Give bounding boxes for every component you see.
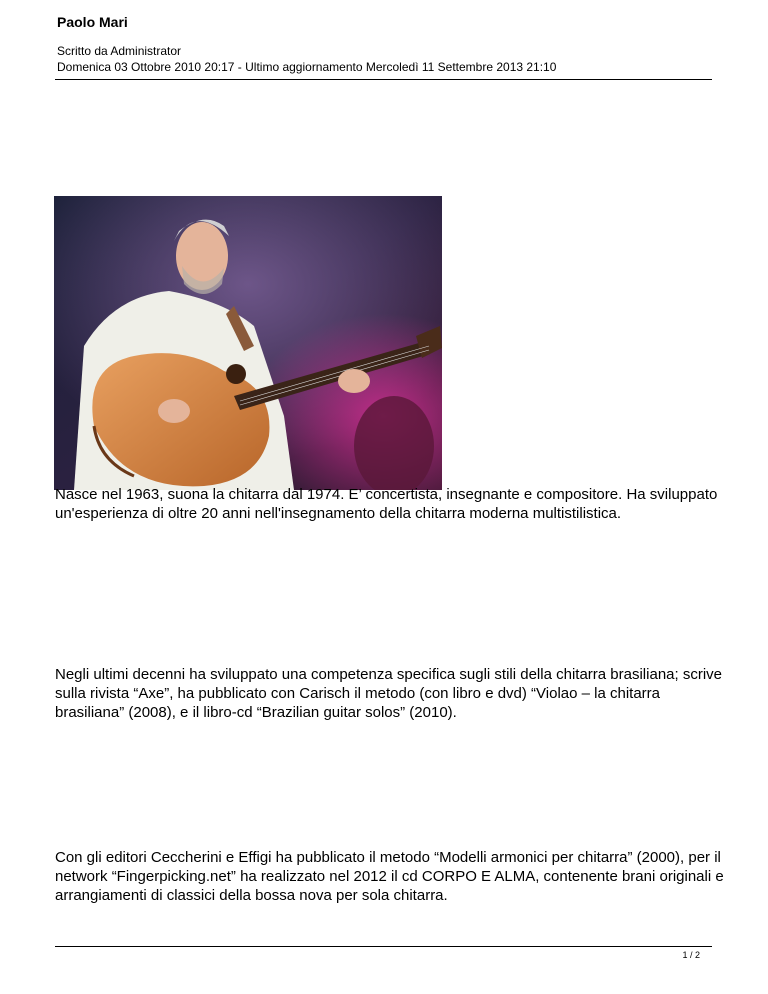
page-title: Paolo Mari [57,14,128,30]
bio-paragraph-2: Negli ultimi decenni ha sviluppato una competenza specifica sugli stili della chitarra brasiliana; scrive sulla rivista “Axe”, ha pubblicato con Carisch il metodo (con libro e dvd) “Violao – la chitarra brasiliana” (2008), e il libro-cd “Brazilian guitar solos” (2010). [55,666,723,721]
guitarist-photo [54,196,442,490]
footer-divider [55,946,712,947]
bio-paragraph-1: Nasce nel 1963, suona la chitarra dal 1974. E’ concertista, insegnante e compositore. Ha sviluppato un'esperienza di oltre 20 anni nell'insegnamento della chitarra moderna multistilistica. [55,486,718,522]
bio-paragraph-3: Con gli editori Ceccherini e Effigi ha pubblicato il metodo “Modelli armonici per chitarra” (2000), per il network “Fingerpicking.net” ha realizzato nel 2012 il cd CORPO E ALMA, contenente brani originali e arrangiamenti di classici della bossa nova per sola chitarra. [55,849,724,904]
date-line: Domenica 03 Ottobre 2010 20:17 - Ultimo aggiornamento Mercoledì 11 Settembre 2013 21:10 [57,60,557,74]
page-number: 1 / 2 [682,950,700,960]
header-divider [55,79,712,80]
author-line: Scritto da Administrator [57,44,182,58]
